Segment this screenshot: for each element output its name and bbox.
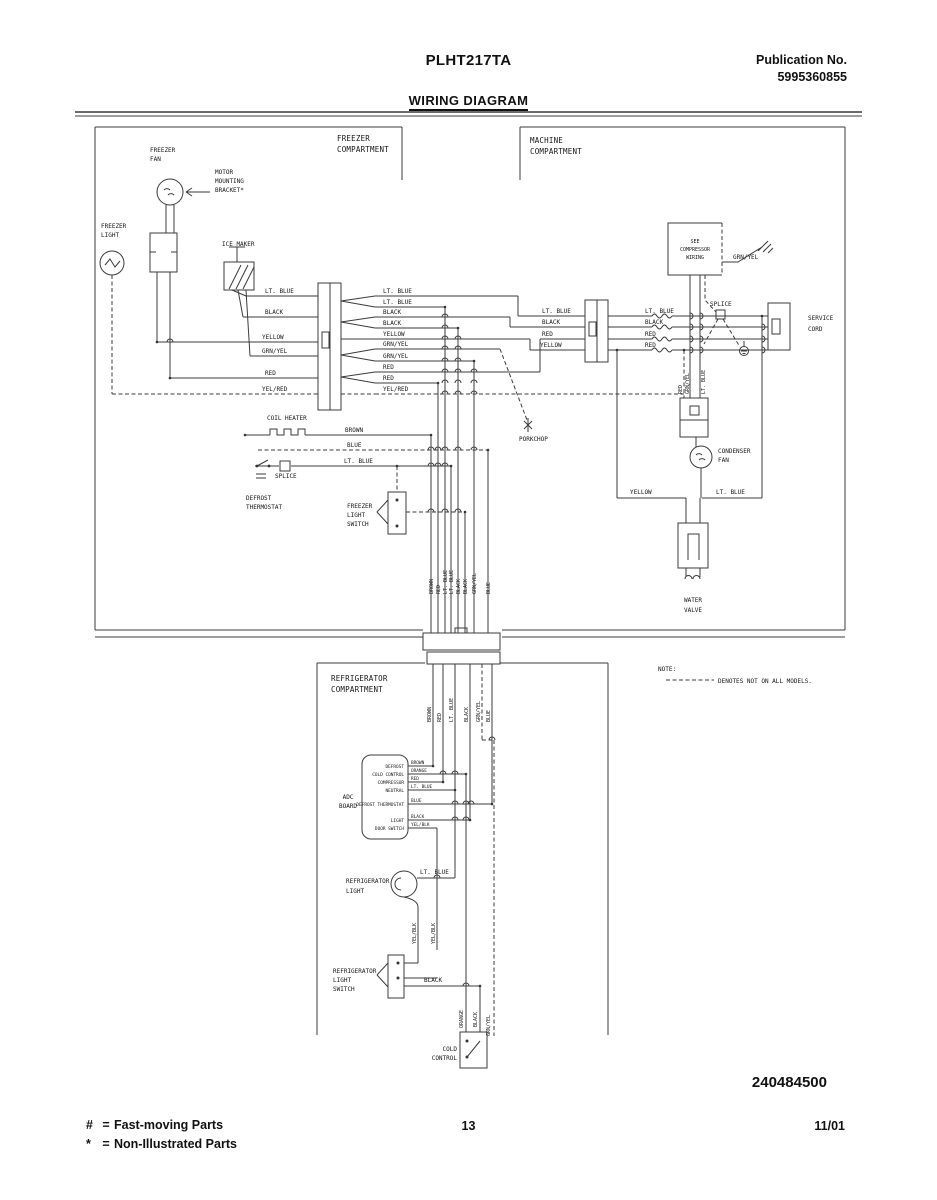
wire-color-label: BLACK <box>456 578 462 594</box>
freezer-light-label2: LIGHT <box>101 232 120 239</box>
wire-color-label: BLACK <box>265 309 284 316</box>
adc-terminal-defrost-thermostat: DEFROST THERMOSTAT <box>356 803 404 808</box>
freezer-light-label: FREEZER <box>101 223 127 230</box>
wire-color-label: RED <box>437 712 443 722</box>
part-number: 240484500 <box>751 1074 827 1091</box>
freezer-light-switch-symbol <box>377 492 406 534</box>
refrigerator-light-label: REFRIGERATOR <box>346 878 390 885</box>
page-number: 13 <box>461 1119 476 1133</box>
wire-color-label: YELLOW <box>540 342 562 349</box>
publication-number: 5995360855 <box>777 69 847 84</box>
wire-color-label: LT. BLUE <box>420 869 449 876</box>
wire-color-label: RED <box>645 331 656 338</box>
wire-color-label: BROWN <box>345 427 364 434</box>
wire-color-label: BLACK <box>464 706 470 722</box>
adc-board-label2: BOARD <box>338 803 358 810</box>
refrigerator-light-switch-label: REFRIGERATOR <box>333 968 377 975</box>
service-cord-label2: CORD <box>808 326 823 333</box>
wire-color-label: YELLOW <box>262 334 284 341</box>
freezer-fan-label: FREEZER <box>150 147 176 154</box>
cold-control-label2: CONTROL <box>431 1055 457 1062</box>
legend-label: Non-Illustrated Parts <box>114 1137 237 1152</box>
freezer-light-symbol <box>100 251 124 275</box>
motor-bracket-label3: BRACKET* <box>215 187 244 194</box>
wire-color-label: ORANGE <box>459 1009 465 1028</box>
defrost-thermostat-label2: THERMOSTAT <box>246 504 283 511</box>
wire-color-label: BLACK <box>645 319 664 326</box>
model-number: PLHT217TA <box>425 52 512 69</box>
wire-color-label: BLUE <box>411 799 422 804</box>
wire-color-label: LT. BLUE <box>701 369 707 394</box>
motor-bracket-label2: MOUNTING <box>215 178 244 185</box>
adc-terminal-light: LIGHT <box>390 819 404 824</box>
wire-color-label: RED <box>678 384 684 394</box>
wire-color-label: YEL/RED <box>383 386 409 393</box>
machine-compartment-label2: COMPARTMENT <box>530 147 582 156</box>
ice-maker-label: ICE MAKER <box>222 241 255 248</box>
machine-compartment-label: MACHINE <box>530 136 564 145</box>
wire-color-label: LT. BLUE <box>716 489 745 496</box>
wire-color-label: LT. BLUE <box>411 785 433 790</box>
wire-color-label: GRN/YEL <box>733 254 759 261</box>
freezer-wire-rows <box>157 296 318 378</box>
compartment-borders <box>95 127 845 1035</box>
legend-eq: = <box>102 1118 110 1132</box>
porkchop-symbol <box>500 349 532 432</box>
wire-color-label: RED <box>411 777 419 782</box>
wire-color-label: LT. BLUE <box>383 299 412 306</box>
wire-color-label: YELLOW <box>630 489 652 496</box>
porkchop-label: PORKCHOP <box>519 436 548 443</box>
fan-plug-symbol <box>150 205 177 378</box>
refrigerator-light-switch-label3: SWITCH <box>333 986 355 993</box>
wire-color-label: BLACK <box>542 319 561 326</box>
refrigerator-light-switch-symbol <box>377 955 404 998</box>
wire-color-label: BROWN <box>411 761 425 766</box>
wire-color-label: RED <box>542 331 553 338</box>
note-label: NOTE: <box>658 666 677 673</box>
wire-color-label: LT. BLUE <box>645 308 674 315</box>
legend-label: Fast-moving Parts <box>114 1118 224 1132</box>
legend-symbol: * <box>86 1137 91 1152</box>
wire-color-label: RED <box>383 375 394 382</box>
cold-control-symbol <box>460 1032 487 1068</box>
adc-terminal-defrost: DEFROST <box>385 765 404 770</box>
wire-color-label: LT. BLUE <box>383 288 412 295</box>
legend-non-illustrated <box>86 1135 237 1154</box>
wire-color-label: BLACK <box>463 578 469 594</box>
wire-color-label: YEL/RED <box>262 386 288 393</box>
wire-color-label: BLACK <box>424 977 443 984</box>
wire-color-label: LT. BLUE <box>443 569 449 594</box>
adc-terminal-cold-control: COLD CONTROL <box>372 773 404 778</box>
wire-color-label: RED <box>383 364 394 371</box>
adc-terminal-compressor: COMPRESSOR <box>377 781 404 786</box>
water-valve-label: WATER <box>683 597 703 604</box>
publication-label: Publication No. <box>756 53 847 67</box>
wire-color-label: BLACK <box>383 320 402 327</box>
wire-color-label: LT. BLUE <box>449 697 455 722</box>
adc-board-label: ADC <box>342 794 354 801</box>
wire-color-label: BLUE <box>347 442 362 449</box>
compressor-relay-symbol <box>680 398 708 437</box>
freezer-compartment-label2: COMPARTMENT <box>337 145 389 154</box>
splice2-symbol <box>704 310 749 356</box>
note-text: DENOTES NOT ON ALL MODELS. <box>718 678 812 685</box>
date: 11/01 <box>814 1119 845 1133</box>
wire-color-label: ORANGE <box>411 769 427 774</box>
refrigerator-compartment-label: REFRIGERATOR <box>331 674 388 683</box>
service-cord-connector <box>768 303 790 350</box>
wire-color-label: RED <box>265 370 276 377</box>
adc-terminal-neutral: NEUTRAL <box>385 789 404 794</box>
wire-color-label: LT. BLUE <box>265 288 294 295</box>
splice-symbol <box>280 461 290 471</box>
wire-color-label: GRN/YEL <box>486 1014 492 1036</box>
legend-eq: = <box>102 1137 110 1152</box>
wire-color-label: BLACK <box>473 1011 479 1027</box>
wire-color-label: YEL/BLK <box>412 922 418 944</box>
machine-connector <box>585 300 608 362</box>
wire-color-label: YEL/BLK <box>431 922 437 944</box>
splice-label: SPLICE <box>710 301 732 308</box>
wire-color-label: LT. BLUE <box>344 458 373 465</box>
service-cord-label: SERVICE <box>808 315 834 322</box>
freezer-fan-label2: FAN <box>150 156 161 163</box>
see-compressor-label: SEE <box>690 239 700 245</box>
freezer-fan-symbol <box>157 179 210 205</box>
header-rules <box>75 112 862 116</box>
water-valve-symbol <box>678 498 708 579</box>
freezer-light-switch-label3: SWITCH <box>347 521 369 528</box>
cold-control-label: COLD <box>442 1046 457 1053</box>
wire-color-label: BLUE <box>486 709 492 722</box>
dashed-circuits <box>112 275 714 1036</box>
condenser-fan-label: CONDENSER <box>718 448 751 455</box>
freezer-connector <box>318 283 375 410</box>
page-title: WIRING DIAGRAM <box>409 93 529 111</box>
condenser-fan-symbol <box>690 437 712 498</box>
wire-color-label: RED <box>436 584 442 594</box>
see-compressor-label2: COMPRESSOR <box>679 247 711 253</box>
harness-connector <box>423 628 500 664</box>
coil-heater-label: COIL HEATER <box>267 415 307 422</box>
wire-color-label: BLUE <box>486 581 492 594</box>
water-valve-label2: VALVE <box>683 607 703 614</box>
wire-color-label: GRN/YEL <box>383 341 409 348</box>
wire-color-label: BLACK <box>383 309 402 316</box>
wire-color-label: GRN/YEL <box>476 700 482 722</box>
freezer-light-switch-label: FREEZER <box>347 503 373 510</box>
wire-color-label: BLACK <box>411 815 425 820</box>
wire-color-label: RED <box>645 342 656 349</box>
refrigerator-light-symbol <box>391 871 417 897</box>
wire-color-label: YEL/BLK <box>411 823 430 828</box>
adc-terminal-door-switch: DOOR SWITCH <box>374 827 404 832</box>
wire-color-label: BROWN <box>427 706 433 722</box>
condenser-fan-label2: FAN <box>718 457 729 464</box>
wire-color-label: LT. BLUE <box>449 569 455 594</box>
refrigerator-compartment-label2: COMPARTMENT <box>331 685 383 694</box>
wire-color-label: LT. BLUE <box>542 308 571 315</box>
ice-maker-symbol <box>224 247 254 356</box>
splice-label: SPLICE <box>275 473 297 480</box>
wire-color-label: GRN/YEL <box>472 572 478 594</box>
freezer-light-switch-label2: LIGHT <box>347 512 366 519</box>
wire-color-label: BROWN <box>429 578 435 594</box>
freezer-compartment-label: FREEZER <box>337 134 371 143</box>
junction-dots <box>156 306 764 988</box>
motor-bracket-label: MOTOR <box>215 169 234 176</box>
wire-color-label: GRN/YEL <box>262 348 288 355</box>
refrigerator-light-switch-label2: LIGHT <box>333 977 352 984</box>
defrost-thermostat-label: DEFROST <box>246 495 272 502</box>
legend-symbol: # <box>86 1118 93 1132</box>
wire-color-label: GRN/YEL <box>685 372 691 394</box>
coil-heater-symbol <box>245 429 431 435</box>
wire-color-label: GRN/YEL <box>383 353 409 360</box>
wire-color-label: YELLOW <box>383 331 405 338</box>
refrigerator-light-label2: LIGHT <box>346 888 365 895</box>
see-compressor-label3: WIRING <box>685 255 705 261</box>
